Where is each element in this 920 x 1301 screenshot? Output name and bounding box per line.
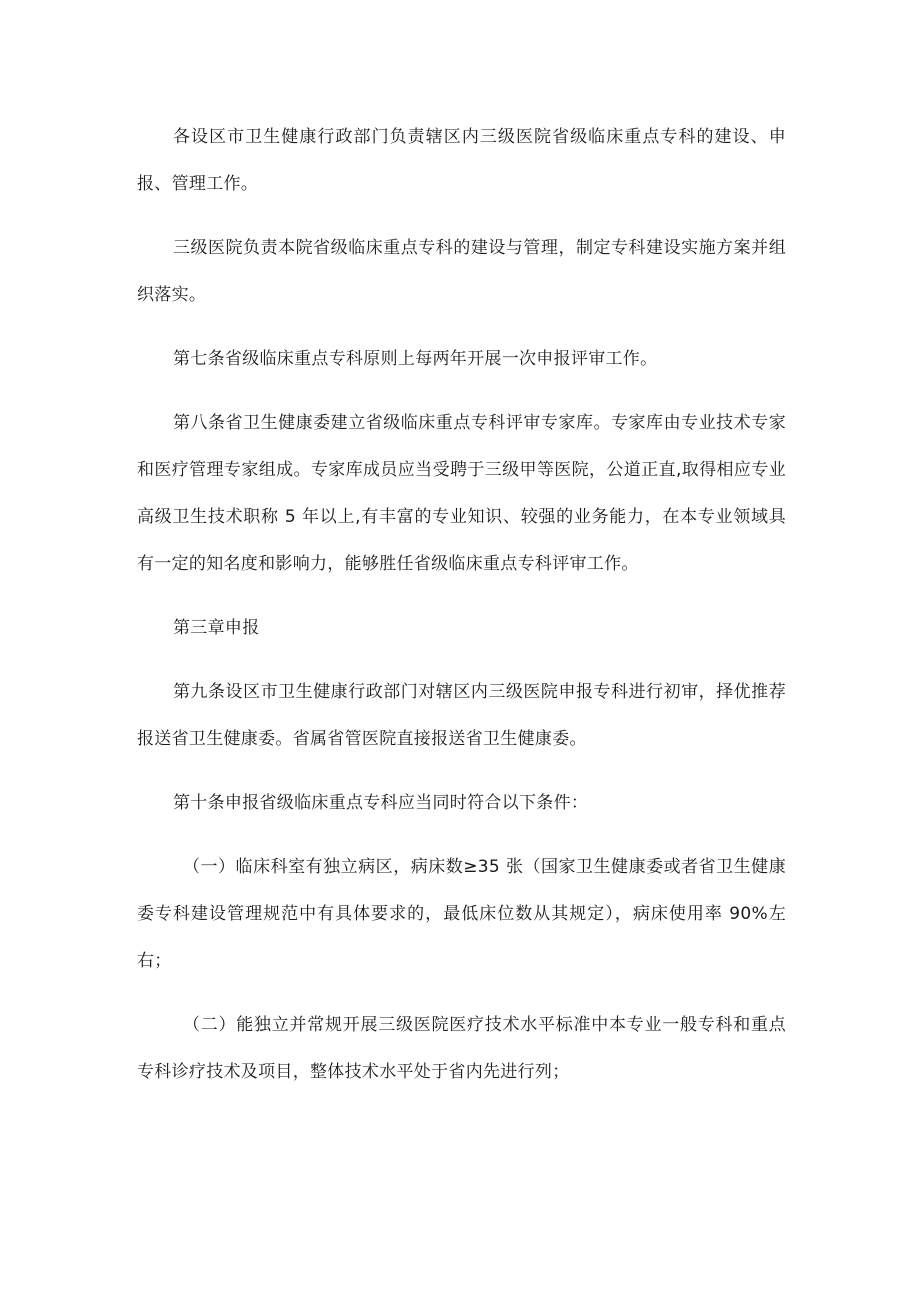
condition-item-2: （二）能独立并常规开展三级医院医疗技术水平标准中本专业一般专科和重点专科诊疗技术及项目，整体技术水平处于省内先进行列； xyxy=(137,1015,786,1082)
paragraph-city-responsibility: 各设区市卫生健康行政部门负责辖区内三级医院省级临床重点专科的建设、申报、管理工作。 xyxy=(137,127,786,194)
paragraph-article-9: 第九条设区市卫生健康行政部门对辖区内三级医院申报专科进行初审，择优推荐报送省卫生健康委。省属省管医院直接报送省卫生健康委。 xyxy=(137,682,786,749)
chapter-heading: 第三章申报 xyxy=(173,618,260,638)
paragraph-article-10: 第十条申报省级临床重点专科应当同时符合以下条件： xyxy=(173,793,589,813)
paragraph-article-7: 第七条省级临床重点专科原则上每两年开展一次申报评审工作。 xyxy=(173,349,658,369)
paragraph-hospital-responsibility: 三级医院负责本院省级临床重点专科的建设与管理，制定专科建设实施方案并组织落实。 xyxy=(137,238,786,305)
paragraph-article-8: 第八条省卫生健康委建立省级临床重点专科评审专家库。专家库由专业技术专家和医疗管理专家组成。专家库成员应当受聘于三级甲等医院，公道正直,取得相应专业高级卫生技术职称 5 年以上,有丰富的专业知识、较强的业务能力，在本专业领域具有一定的知名度和影响力，能够胜任省级临床重点专科评审工作。 xyxy=(137,413,786,574)
condition-item-1: （一）临床科室有独立病区，病床数≥35 张（国家卫生健康委或者省卫生健康委专科建设管理规范中有具体要求的，最低床位数从其规定），病床使用率 90%左右； xyxy=(137,857,786,971)
